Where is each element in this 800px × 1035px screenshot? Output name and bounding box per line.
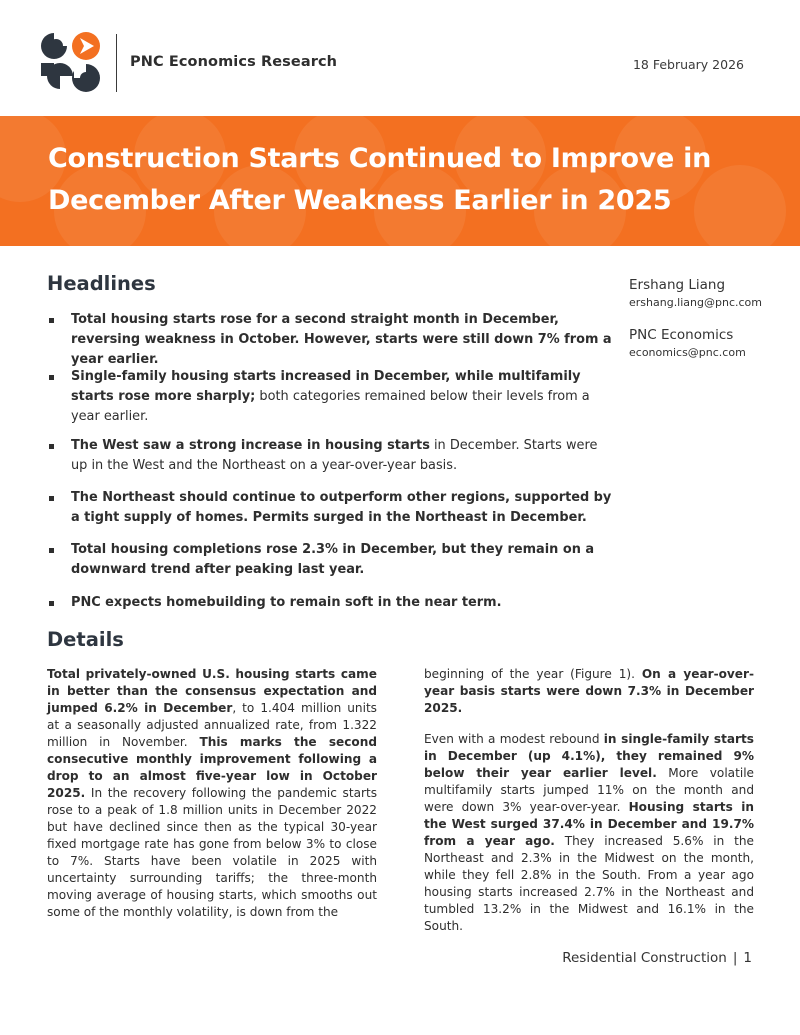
headline-bold: The Northeast should continue to outperform other regions, supported by a tight supply of homes. Permits surged in the Northeast in December. bbox=[71, 490, 612, 525]
footer-section: Residential Construction bbox=[562, 950, 727, 966]
headline-bold: Total housing completions rose 2.3% in December, but they remain on a downward trend after peaking last year. bbox=[71, 542, 595, 577]
team-name: PNC Economics bbox=[629, 327, 734, 343]
page-number: 1 bbox=[743, 950, 752, 966]
details-text-run: , to 1.404 million units at a seasonally adjusted annualized rate, from 1.322 million in November. bbox=[47, 701, 377, 749]
author-name: Ershang Liang bbox=[629, 277, 726, 293]
headline-text: both categories remained below their levels from a year earlier. bbox=[71, 389, 590, 424]
details-bold-run: Housing starts in the West surged 37.4% in December and 19.7% from a year ago. bbox=[424, 800, 754, 848]
title-banner bbox=[0, 116, 800, 246]
details-bold-run: Total privately-owned U.S. housing starts came in better than the consensus expectation and jumped 6.2% in December bbox=[47, 667, 377, 715]
details-heading: Details bbox=[47, 628, 124, 651]
footer-separator: | bbox=[732, 950, 738, 966]
details-bold-run: in single-family starts in December (up 4.1%), they remained 9% below their year earlier level. bbox=[424, 732, 755, 780]
bullet-marker bbox=[49, 496, 54, 501]
details-text-run: In the recovery following the pandemic starts rose to a peak of 1.8 million units in December 2022 but have declined since then as the typical 30-year fixed mortgage rate has gone from below 3% to close to 7%. Starts have been volatile in 2025 with uncertainty surrounding tariffs; the three-month moving average of housing starts, which smooths out some of the monthly volatility, is down from the bbox=[47, 786, 377, 919]
details-right-column bbox=[424, 666, 754, 935]
details-bold-run: On a year-over-year basis starts were down 7.3% in December 2025. bbox=[424, 667, 754, 715]
headline-bold: Single-family housing starts increased in December, while multifamily starts rose more sharply; bbox=[71, 369, 581, 404]
details-text-run: Even with a modest rebound bbox=[424, 732, 604, 746]
details-left-column bbox=[47, 666, 377, 921]
headline-bold: PNC expects homebuilding to remain soft in the near term. bbox=[71, 595, 502, 610]
details-text-run: They increased 5.6% in the Northeast and 2.3% in the Midwest on the month, while they fell 2.8% in the South. From a year ago housing starts increased 2.7% in the Northeast and tumbled 13.2% in the Midwest and 16.1% in the South. bbox=[424, 834, 755, 933]
org-name: PNC Economics Research bbox=[130, 54, 338, 70]
page-footer bbox=[562, 950, 752, 966]
headline-bullet bbox=[47, 540, 612, 580]
headline-bullet bbox=[47, 310, 612, 370]
details-paragraph bbox=[424, 666, 754, 717]
bullet-marker bbox=[49, 548, 54, 553]
report-date: 18 February 2026 bbox=[632, 57, 744, 72]
bullet-marker bbox=[49, 444, 54, 449]
headline-bullet bbox=[47, 367, 612, 427]
author-block bbox=[629, 276, 789, 362]
team-email[interactable]: economics@pnc.com bbox=[629, 346, 746, 359]
headline-bullet bbox=[47, 488, 612, 528]
bullet-marker bbox=[49, 601, 54, 606]
headline-bold: Total housing starts rose for a second straight month in December, reversing weakness in October. However, starts were still down 7% from a year earlier. bbox=[71, 312, 612, 367]
headline-bullet bbox=[47, 436, 612, 476]
bullet-marker bbox=[49, 375, 54, 380]
author-email[interactable]: ershang.liang@pnc.com bbox=[629, 296, 762, 309]
headline-bullet bbox=[47, 593, 612, 613]
headlines-heading: Headlines bbox=[47, 272, 156, 295]
details-paragraph bbox=[47, 666, 377, 921]
headline-bold: The West saw a strong increase in housing starts bbox=[71, 438, 430, 453]
pnc-logo-icon bbox=[40, 32, 102, 94]
details-text-run: beginning of the year (Figure 1). bbox=[424, 667, 642, 681]
bullet-marker bbox=[49, 318, 54, 323]
headline-text: in December. Starts were up in the West and the Northeast on a year-over-year basis. bbox=[71, 438, 598, 473]
details-text-run: More volatile multifamily starts jumped 11% on the month and were down 3% year-over-year. bbox=[424, 766, 754, 814]
details-paragraph bbox=[424, 731, 754, 935]
details-bold-run: This marks the second consecutive monthly improvement following a drop to an almost five-year low in October 2025. bbox=[47, 735, 377, 800]
report-title: Construction Starts Continued to Improve in December After Weakness Earlier in 2025 bbox=[48, 143, 712, 216]
header-divider bbox=[116, 34, 117, 92]
